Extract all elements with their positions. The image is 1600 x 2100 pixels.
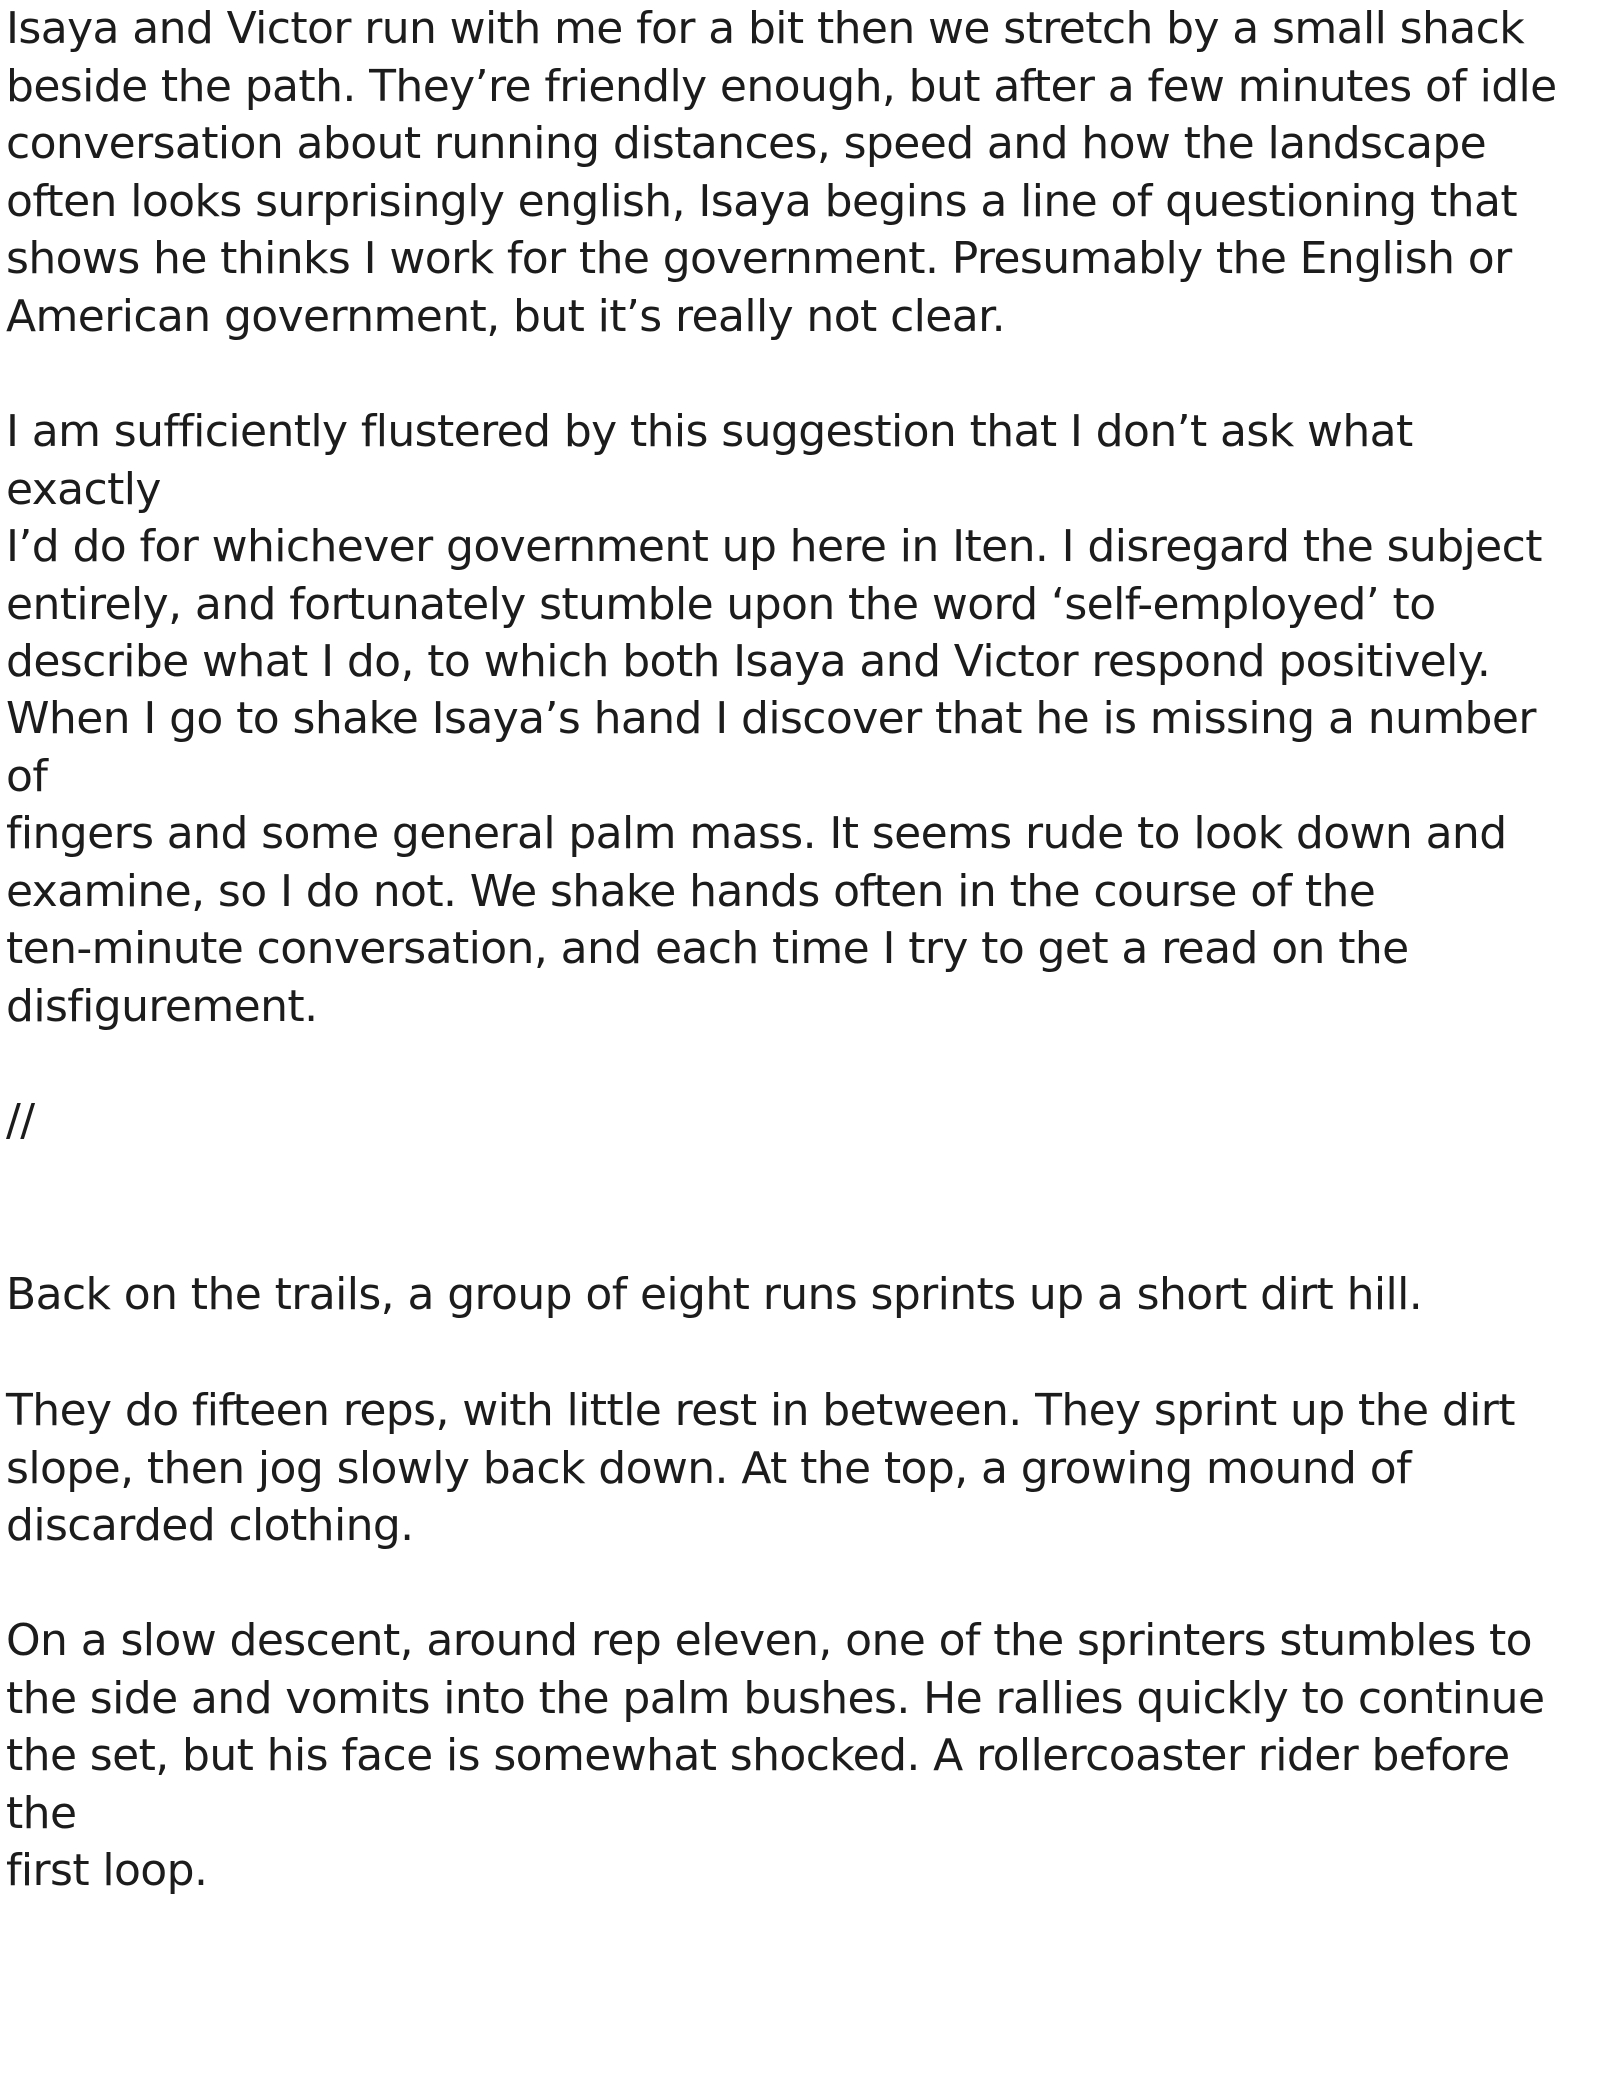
section-separator: // bbox=[6, 1095, 35, 1146]
paragraph-back-on-trails: Back on the trails, a group of eight runs sprints up a short dirt hill. bbox=[6, 1269, 1423, 1320]
paragraph-slow-descent: On a slow descent, around rep eleven, one of the sprinters stumbles to the side and vomits into the palm bushes. He rallies quickly to continue the set, but his face is somewhat shocked. A rollercoaster rider before the first loop. bbox=[6, 1615, 1545, 1897]
paragraph-handshake: When I go to shake Isaya’s hand I discover that he is missing a number of fingers and some general palm mass. It seems rude to look down and examine, so I do not. We shake hands often in the course of the ten-minute conversation, and each time I try to get a read on the disfigurement. bbox=[6, 693, 1536, 1032]
paragraph-stretch-by-shack: Isaya and Victor run with me for a bit then we stretch by a small shack beside the path. They’re friendly enough, but after a few minutes of idle conversation about running distances, speed and how the landscape often looks surprisingly english, Isaya begins a line of questioning that shows he thinks I work for the government. Presumably the English or American government, but it’s really not clear. bbox=[6, 3, 1557, 342]
paragraph-fifteen-reps: They do fifteen reps, with little rest in between. They sprint up the dirt slope, then jog slowly back down. At the top, a growing mound of discarded clothing. bbox=[6, 1385, 1515, 1552]
paragraph-self-employed: I am sufficiently flustered by this suggestion that I don’t ask what exactly I’d do for whichever government up here in Iten. I disregard the subject entirely, and fortunately stumble upon the word ‘self-employed’ to describe what I do, to which both Isaya and Victor respond positively. bbox=[6, 406, 1542, 688]
